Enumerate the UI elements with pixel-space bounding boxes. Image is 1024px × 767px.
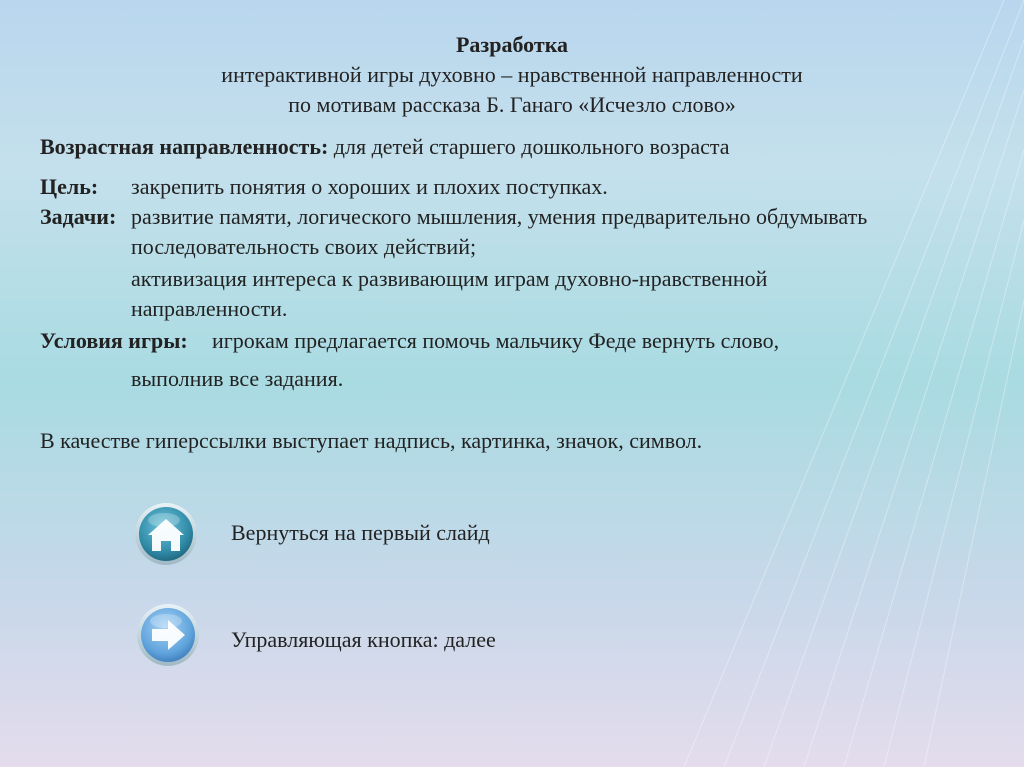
tasks-line: развитие памяти, логического мышления, умения предварительно обдумывать: [131, 204, 868, 229]
age-text: для детей старшего дошкольного возраста: [328, 134, 730, 159]
hyperlink-note: В качестве гиперссылки выступает надпись, картинка, значок, символ.: [40, 428, 703, 453]
next-button-label[interactable]: Управляющая кнопка: далее: [231, 627, 496, 652]
title-subtitle-2: по мотивам рассказа Б. Ганаго «Исчезло слово»: [288, 92, 736, 117]
title-subtitle-1: интерактивной игры духовно – нравственной направленности: [221, 62, 803, 87]
tasks-line: направленности.: [131, 296, 288, 321]
home-button[interactable]: [134, 502, 198, 566]
age-label: Возрастная направленность:: [40, 134, 329, 159]
goal-text: закрепить понятия о хороших и плохих поступках.: [131, 174, 608, 199]
conditions-label: Условия игры:: [40, 328, 188, 353]
home-button-label[interactable]: Вернуться на первый слайд: [231, 520, 490, 545]
page-title: Разработка: [455, 32, 569, 57]
tasks-label: Задачи:: [40, 204, 117, 229]
next-button[interactable]: [136, 603, 200, 667]
tasks-line: последовательность своих действий;: [131, 234, 477, 259]
home-icon: [134, 502, 198, 566]
title-block: [0, 30, 1024, 120]
conditions-line: выполнив все задания.: [131, 366, 344, 391]
tasks-line: активизация интереса к развивающим играм духовно-нравственной: [131, 266, 768, 291]
arrow-right-icon: [136, 603, 200, 667]
goal-label: Цель:: [40, 174, 99, 199]
conditions-line: игрокам предлагается помочь мальчику Феде вернуть слово,: [212, 328, 780, 353]
age-row: [40, 132, 730, 162]
